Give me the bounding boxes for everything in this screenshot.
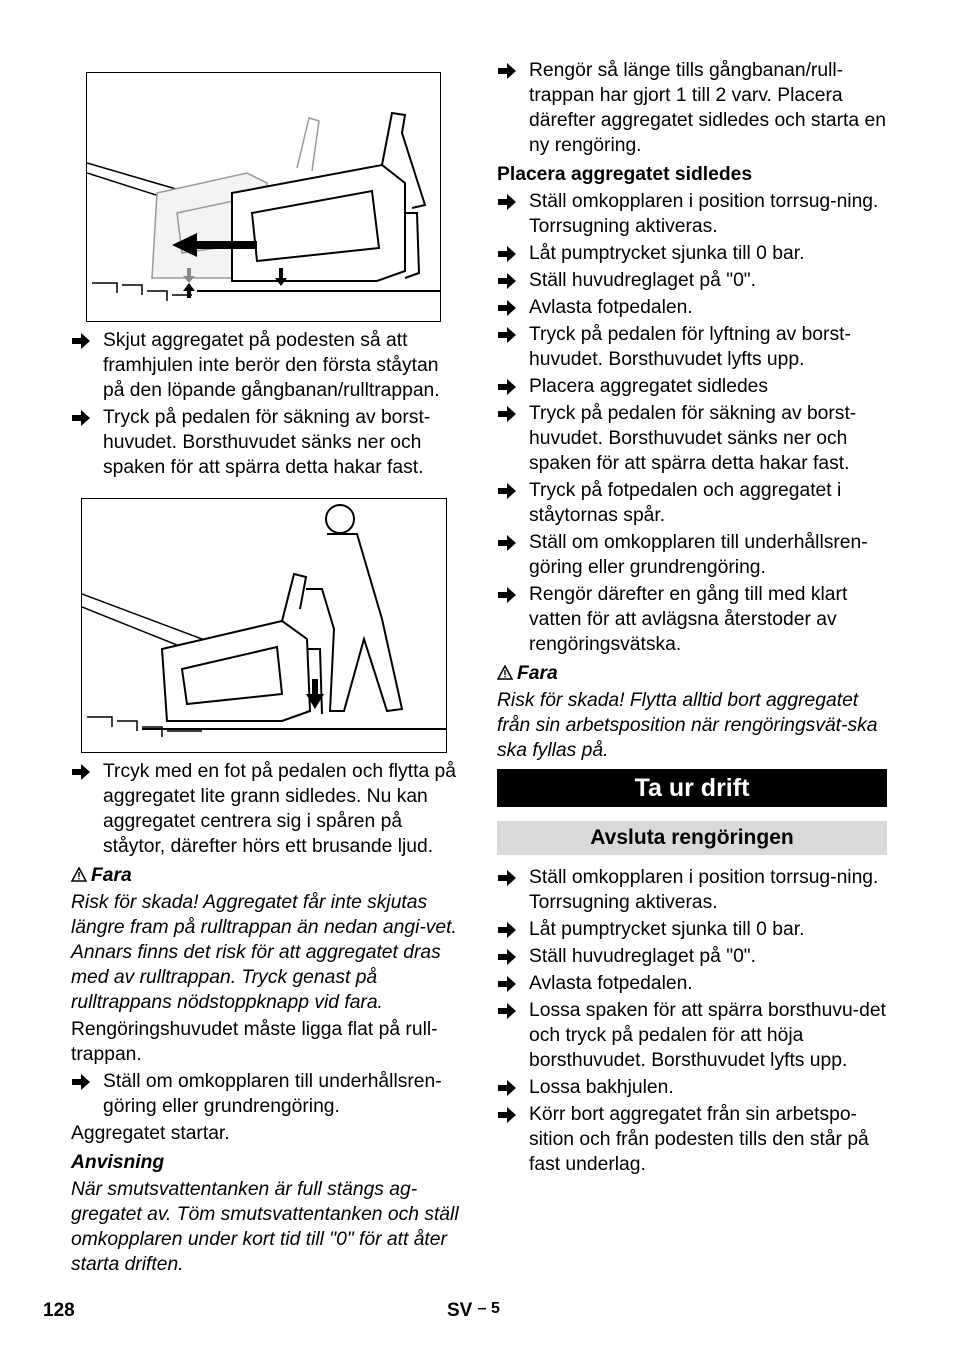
danger-title: Fara [91,865,132,886]
warning-triangle-icon [71,863,91,888]
language-label: SV [447,1300,473,1321]
danger-text: Risk för skada! Flytta alltid bort aggregatet från sin arbetsposition när rengöringsvät-ska ska fyllas på. [497,690,878,761]
step-text: Skjut aggregatet på podesten så att framhjulen inte berör den första ståytan på den löpande gångbanan/rulltrappan. [103,330,440,401]
figure-machine-on-platform [86,72,441,322]
steps-list-sideways [497,189,887,657]
section-title-bar: Ta ur drift [497,769,887,807]
danger-title: Fara [517,663,558,684]
list-item [497,322,887,372]
step-text: Lossa spaken för att spärra borsthuvu-det och tryck på pedalen för att höja borsthuvudet. Borsthuvudet lyfts upp. [529,1000,886,1071]
note-heading: Anvisning [71,1152,165,1173]
danger-heading [497,661,887,686]
steps-list-shutdown [497,865,887,1177]
list-item [497,944,887,969]
body-text: Rengöringshuvudet måste ligga flat på rull-trappan. [71,1019,438,1065]
list-item [497,582,887,657]
step-text: Låt pumptrycket sjunka till 0 bar. [529,243,805,264]
step-text: Tryck på pedalen för säkning av borst-huvudet. Borsthuvudet sänks ner och spaken för att spärra detta hakar fast. [103,407,431,478]
body-text: Aggregatet startar. [71,1123,230,1144]
step-text: Tryck på pedalen för säkning av borst-huvudet. Borsthuvudet sänks ner och spaken för att spärra detta hakar fast. [529,403,857,474]
list-item [497,1075,887,1100]
step-text: Körr bort aggregatet från sin arbetspo-sition och från podesten tills den står på fast underlag. [529,1104,869,1175]
danger-heading [71,863,461,888]
list-item [497,530,887,580]
list-item [497,241,887,266]
list-item [497,478,887,528]
step-text: Rengör därefter en gång till med klart vatten för att avlägsna återstoder av rengöringsvätska. [529,584,848,655]
note-text: När smutsvattentanken är full stängs ag-gregatet av. Töm smutsvattentanken och ställ omkopplaren under kort tid till "0" för att åter starta driften. [71,1179,459,1275]
illustration-operator-with-machine [82,499,446,752]
subsection-title-bar: Avsluta rengöringen [497,821,887,855]
step-text: Rengör så länge tills gångbanan/rull-trappan har gjort 1 till 2 varv. Placera därefter aggregatet sidledes och starta en ny rengöring. [529,60,886,156]
step-push-machine [71,328,461,403]
step-move-sideways [71,759,461,859]
illustration-machine-sliding [87,73,440,321]
step-text: Avlasta fotpedalen. [529,297,693,318]
footer-section-label [447,1296,500,1323]
step-lower-brush-head [71,405,461,480]
step-clean-until [497,58,887,158]
step-text: Ställ omkopplaren i position torrsug-ning. Torrsugning aktiveras. [529,867,879,913]
step-switch-mode [71,1069,461,1119]
step-text: Trcyk med en fot på pedalen och flytta på aggregatet lite grann sidledes. Nu kan aggregatet centrera sig i spåren på ståytor, därefter hörs ett brusande ljud. [103,761,456,857]
step-text: Ställ huvudreglaget på "0". [529,270,757,291]
left-column [71,72,461,1279]
list-item [497,971,887,996]
step-text: Ställ om omkopplaren till underhållsren-göring eller grundrengöring. [103,1071,442,1117]
step-text: Ställ om omkopplaren till underhållsren-göring eller grundrengöring. [529,532,868,578]
warning-triangle-icon [497,661,517,686]
step-text: Tryck på pedalen för lyftning av borst-huvudet. Borsthuvudet lyfts upp. [529,324,851,370]
danger-text: Risk för skada! Aggregatet får inte skjutas längre fram på rulltrappan än nedan angi-vet. Annars finns det risk för att aggregatet dras med av rulltrappan. Tryck genast på rulltrappans nödstoppknapp vid fara. [71,892,457,1013]
step-text: Tryck på fotpedalen och aggregatet i ståytornas spår. [529,480,842,526]
section-number: – 5 [477,1300,500,1317]
list-item [497,917,887,942]
list-item [497,268,887,293]
step-text: Ställ omkopplaren i position torrsug-ning. Torrsugning aktiveras. [529,191,879,237]
step-text: Placera aggregatet sidledes [529,376,769,397]
step-text: Låt pumptrycket sjunka till 0 bar. [529,919,805,940]
figure-operator-moving-machine [81,498,447,753]
list-item [497,998,887,1073]
step-text: Lossa bakhjulen. [529,1077,674,1098]
list-item [497,374,887,399]
page-number: 128 [43,1300,75,1321]
list-item [497,295,887,320]
step-text: Avlasta fotpedalen. [529,973,693,994]
list-item [497,1102,887,1177]
step-text: Ställ huvudreglaget på "0". [529,946,757,967]
list-item [497,401,887,476]
subheading-place-sideways: Placera aggregatet sidledes [497,164,753,185]
right-column [497,58,887,1179]
list-item [497,865,887,915]
list-item [497,189,887,239]
